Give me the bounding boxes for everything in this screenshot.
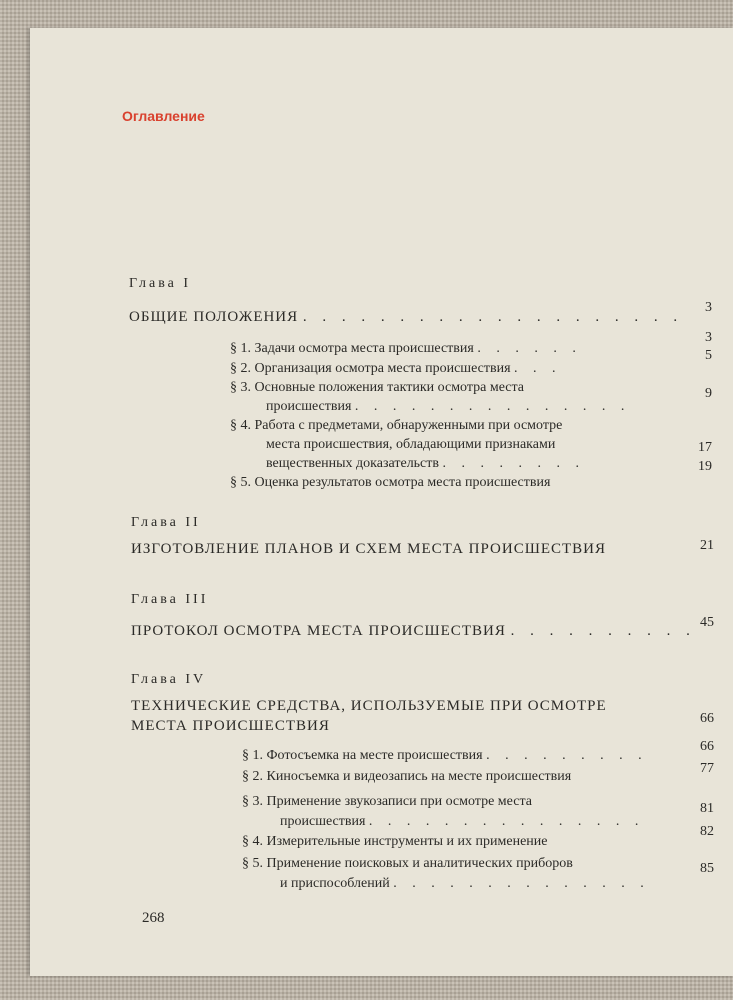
chapter-3-label: Глава III <box>131 592 209 607</box>
ch1-sec2: § 2. Организация осмотра места происшествия . . . <box>230 361 562 376</box>
ch1-sec4-cont: места происшествия, обладающими признаками <box>266 437 556 452</box>
ch1-sec3-cont: происшествия . . . . . . . . . . . . . . . <box>266 399 631 414</box>
ch1-sec4-cont2: вещественных доказательств . . . . . . . . <box>266 456 586 471</box>
ch1-sec3: § 3. Основные положения тактики осмотра места <box>230 380 525 395</box>
ch4-sec1-page: 66 <box>700 739 714 754</box>
ch4-sec2-page: 77 <box>700 761 714 776</box>
page-number: 268 <box>142 910 165 926</box>
page-title: Оглавление <box>122 108 205 124</box>
ch1-sec5-page: 19 <box>698 459 712 474</box>
ch4-sec2: § 2. Киносъемка и видеозапись на месте происшествия <box>242 769 572 784</box>
ch1-sec3-page: 9 <box>705 386 712 401</box>
ch1-sec5: § 5. Оценка результатов осмотра места происшествия <box>230 475 551 490</box>
chapter-1-page: 3 <box>705 300 712 315</box>
chapter-2-title: ИЗГОТОВЛЕНИЕ ПЛАНОВ И СХЕМ МЕСТА ПРОИСШЕСТВИЯ <box>131 541 606 557</box>
ch4-sec5: § 5. Применение поисковых и аналитических приборов <box>242 856 573 871</box>
ch4-sec5-page: 85 <box>700 861 714 876</box>
ch4-sec3-page: 81 <box>700 801 714 816</box>
chapter-1-label: Глава I <box>129 276 192 291</box>
ch1-sec1: § 1. Задачи осмотра места происшествия . . . . . . <box>230 341 582 356</box>
ch4-sec1: § 1. Фотосъемка на месте происшествия . . . . . . . . . <box>242 748 648 763</box>
ch4-sec5-cont: и приспособлений . . . . . . . . . . . . . . <box>280 876 650 891</box>
ch4-sec3-cont: происшествия . . . . . . . . . . . . . . . <box>280 814 645 829</box>
ch1-sec4: § 4. Работа с предметами, обнаруженными при осмотре <box>230 418 563 433</box>
ch4-sec4: § 4. Измерительные инструменты и их применение <box>242 834 548 849</box>
chapter-2-label: Глава II <box>131 515 201 530</box>
ch1-sec4-page: 17 <box>698 440 712 455</box>
ch1-sec1-page: 3 <box>705 330 712 345</box>
chapter-4-label: Глава IV <box>131 672 207 687</box>
ch1-sec2-page: 5 <box>705 348 712 363</box>
chapter-2-page: 21 <box>700 538 714 553</box>
ch4-sec4-page: 82 <box>700 824 714 839</box>
book-page <box>30 28 733 976</box>
ch4-sec3: § 3. Применение звукозаписи при осмотре места <box>242 794 532 809</box>
chapter-4-title: ТЕХНИЧЕСКИЕ СРЕДСТВА, ИСПОЛЬЗУЕМЫЕ ПРИ ОСМОТРЕ <box>131 698 607 714</box>
chapter-3-title: ПРОТОКОЛ ОСМОТРА МЕСТА ПРОИСШЕСТВИЯ . . . . . . . . . . <box>131 623 696 639</box>
chapter-1-title: ОБЩИЕ ПОЛОЖЕНИЯ . . . . . . . . . . . . . . . . . . . . <box>129 309 684 325</box>
chapter-4-title-cont: МЕСТА ПРОИСШЕСТВИЯ <box>131 718 330 734</box>
chapter-3-page: 45 <box>700 615 714 630</box>
chapter-4-page: 66 <box>700 711 714 726</box>
